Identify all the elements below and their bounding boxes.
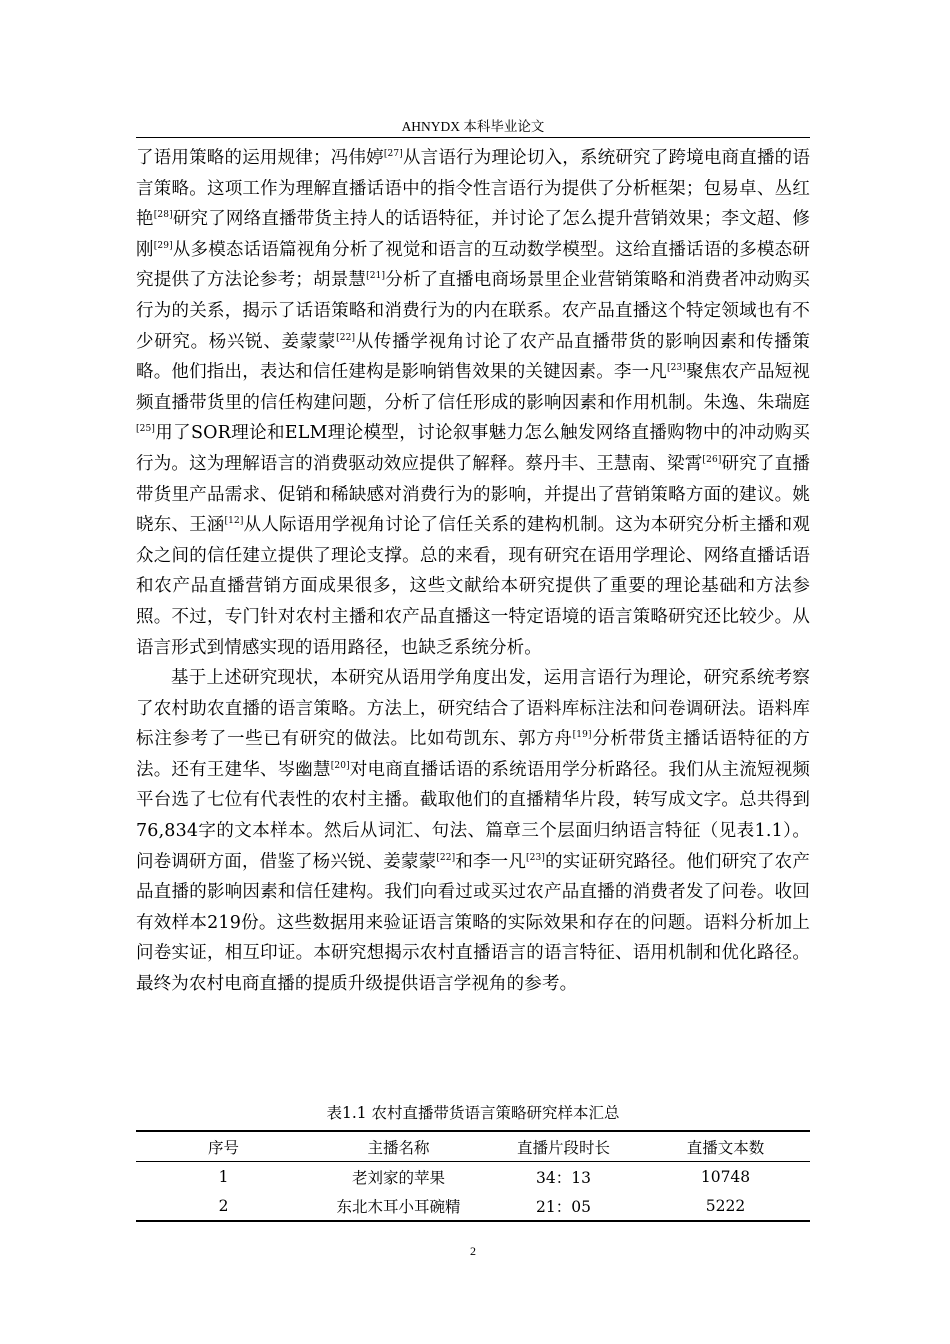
text-run: 用了SOR理论和ELM理论模型，讨论叙事魅力怎么触发网络直播购物中的冲动购买行为。这为理解语言的消费驱动效应提供了解释。蔡丹丰、王慧南、梁霄 bbox=[136, 423, 810, 474]
text-run: 分析了直播电商场景里企业营销策略和消费者冲动购买行为的关系，揭示了话语策略和消费行为的内在联系。农产品直播这个特定领域也有不少研究。杨兴锐、姜蒙蒙 bbox=[136, 270, 810, 352]
column-header-index: 序号 bbox=[207, 1138, 239, 1157]
table-caption: 表1.1 农村直播带货语言策略研究样本汇总 bbox=[326, 1104, 620, 1122]
page-number: 2 bbox=[470, 1244, 476, 1258]
sample-summary-table bbox=[136, 1130, 810, 1222]
body-text bbox=[136, 143, 810, 1000]
table-row bbox=[136, 1162, 810, 1192]
citation-marker: [19] bbox=[572, 730, 592, 741]
table-cell: 21：05 bbox=[536, 1197, 591, 1216]
table-cell: 2 bbox=[218, 1196, 229, 1215]
text-run: 从传播学视角讨论了农产品直播带货的影响因素和传播策略。他们指出，表达和信任建构是影响销售效果的关键因素。李一凡 bbox=[136, 331, 811, 383]
text-run: 了语用策略的运用规律；冯伟婷 bbox=[136, 148, 384, 168]
citation-marker: [28] bbox=[153, 210, 173, 221]
citation-marker: [12] bbox=[224, 516, 244, 527]
table-cell: 东北木耳小耳碗精 bbox=[336, 1197, 461, 1216]
citation-marker: [20] bbox=[330, 760, 350, 771]
column-header-streamer: 主播名称 bbox=[367, 1138, 430, 1157]
table-cell: 1 bbox=[218, 1167, 229, 1186]
citation-marker: [21] bbox=[366, 271, 386, 282]
table-cell: 10748 bbox=[700, 1167, 751, 1186]
text-run: 从人际语用学视角讨论了信任关系的建构机制。这为本研究分析主播和观众之间的信任建立提供了理论支撑。总的来看，现有研究在语用学理论、网络直播话语和农产品直播营销方面成果很多，这些文献给本研究提供了重要的理论基础和方法参照。不过，专门针对农村主播和农产品直播这一特定语境的语言策略研究还比较少。从语言形式到情感实现的语用路径，也缺乏系统分析。 bbox=[136, 515, 810, 658]
text-run: 从多模态话语篇视角分析了视觉和语言的互动数学模型。这给直播话语的多模态研究提供了方法论参考；胡景慧 bbox=[136, 239, 810, 291]
header-rule bbox=[136, 137, 810, 138]
column-header-word-count: 直播文本数 bbox=[686, 1138, 765, 1157]
text-run: 和李一凡 bbox=[455, 851, 526, 872]
citation-marker: [22] bbox=[436, 852, 456, 863]
text-run: 研究了直播带货里产品需求、促销和稀缺感对消费行为的影响，并提出了营销策略方面的建议。姚晓东、王涵 bbox=[136, 453, 810, 536]
citation-marker: [29] bbox=[153, 240, 173, 251]
text-run: 基于上述研究现状，本研究从语用学角度出发，运用言语行为理论，研究系统考察了农村助农直播的语言策略。方法上，研究结合了语料库标注法和问卷调研法。语料库标注参考了一些已有研究的做法。比如苟凯东、郭方舟 bbox=[136, 668, 810, 750]
citation-marker: [23] bbox=[667, 363, 687, 374]
text-run: 对电商直播话语的系统语用学分析路径。我们从主流短视频平台选了七位有代表性的农村主播。截取他们的直播精华片段，转写成文字。总共得到76,834字的文本样本。然后从词汇、句法、篇章三个层面归纳语言特征（见表1.1）。问卷调研方面，借鉴了杨兴锐、姜蒙蒙 bbox=[136, 759, 810, 872]
citation-marker: [23] bbox=[526, 852, 546, 863]
text-run: 研究了网络直播带货主持人的话语特征，并讨论了怎么提升营销效果；李文超、修刚 bbox=[136, 209, 810, 260]
table-header-row bbox=[136, 1131, 810, 1162]
text-run: 从言语行为理论切入，系统研究了跨境电商直播的语言策略。这项工作为理解直播话语中的指令性言语行为提供了分析框架；包易卓、丛红艳 bbox=[136, 148, 810, 230]
table-row bbox=[136, 1191, 810, 1221]
text-run: 聚焦农产品短视频直播带货里的信任构建问题，分析了信任形成的影响因素和作用机制。朱逸、朱瑞庭 bbox=[136, 362, 810, 413]
citation-marker: [27] bbox=[383, 149, 403, 159]
text-run: 分析带货主播话语特征的方法。还有王建华、岑幽慧 bbox=[136, 729, 810, 780]
citation-marker: [25] bbox=[136, 424, 156, 435]
citation-marker: [22] bbox=[336, 332, 356, 343]
table-cell: 老刘家的苹果 bbox=[351, 1168, 445, 1187]
text-run: 的实证研究路径。他们研究了农产品直播的影响因素和信任建构。我们向看过或买过农产品直播的消费者发了问卷。收回有效样本219份。这些数据用来验证语言策略的实际效果和存在的问题。语料分析加上问卷实证，相互印证。本研究想揭示农村直播语言的语言特征、语用机制和优化路径。最终为农村电商直播的提质升级提供语言学视角的参考。 bbox=[136, 851, 810, 995]
column-header-duration: 直播片段时长 bbox=[516, 1138, 610, 1157]
citation-marker: [26] bbox=[702, 454, 722, 465]
table-cell: 5222 bbox=[705, 1196, 746, 1215]
running-header: AHNYDX 本科毕业论文 bbox=[401, 119, 545, 134]
paragraph-research-method bbox=[136, 663, 810, 1000]
table-cell: 34：13 bbox=[536, 1168, 591, 1187]
paragraph-literature-review bbox=[136, 143, 810, 663]
